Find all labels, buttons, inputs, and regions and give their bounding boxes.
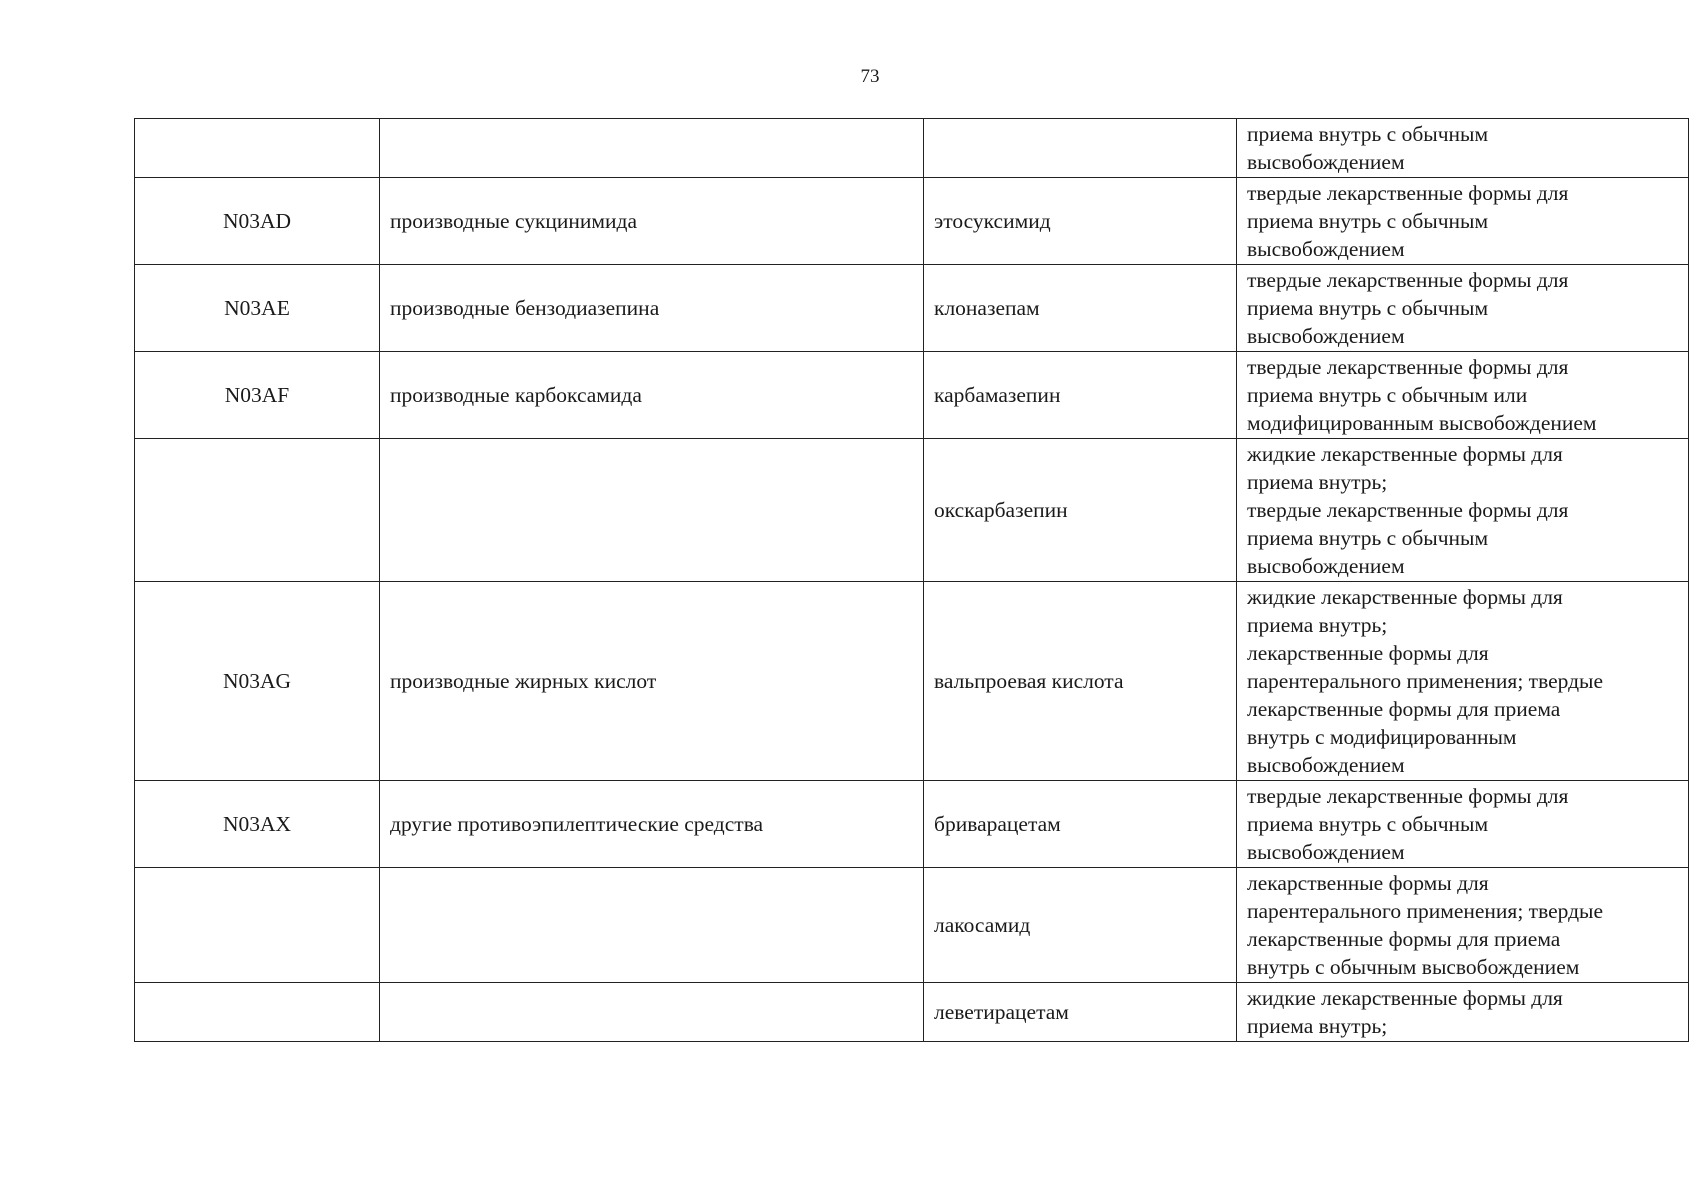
dosage-form-line: приема внутрь; <box>1247 470 1388 494</box>
table-row <box>135 178 1689 265</box>
dosage-form-line: лекарственные формы для <box>1247 641 1489 665</box>
dosage-form-line: высвобождением <box>1247 840 1405 864</box>
dosage-form-cell <box>1237 439 1689 582</box>
dosage-form-line: твердые лекарственные формы для <box>1247 498 1569 522</box>
dosage-form-line: приема внутрь с обычным <box>1247 209 1489 233</box>
atc-code-cell <box>135 983 380 1042</box>
dosage-form-line: твердые лекарственные формы для <box>1247 268 1569 292</box>
atc-code-cell: N03AX <box>135 781 380 868</box>
dosage-form-cell <box>1237 582 1689 781</box>
dosage-form-cell <box>1237 265 1689 352</box>
dosage-form-line: высвобождением <box>1247 324 1405 348</box>
atc-code-cell: N03AG <box>135 582 380 781</box>
table-row <box>135 119 1689 178</box>
atc-code-cell: N03AF <box>135 352 380 439</box>
atc-code-cell: N03AE <box>135 265 380 352</box>
dosage-form-cell <box>1237 352 1689 439</box>
group-cell <box>380 119 924 178</box>
dosage-form-line: приема внутрь; <box>1247 613 1388 637</box>
dosage-form-line: внутрь с обычным высвобождением <box>1247 955 1580 979</box>
atc-code-cell: N03AD <box>135 178 380 265</box>
group-cell: производные жирных кислот <box>380 582 924 781</box>
drug-name-cell: клоназепам <box>924 265 1237 352</box>
atc-code-cell <box>135 119 380 178</box>
dosage-form-line: приема внутрь с обычным <box>1247 526 1489 550</box>
table-row <box>135 868 1689 983</box>
dosage-form-line: твердые лекарственные формы для <box>1247 181 1569 205</box>
table-row <box>135 265 1689 352</box>
dosage-form-cell <box>1237 178 1689 265</box>
dosage-form-cell <box>1237 868 1689 983</box>
group-cell: другие противоэпилептические средства <box>380 781 924 868</box>
dosage-form-line: высвобождением <box>1247 150 1405 174</box>
group-cell <box>380 983 924 1042</box>
dosage-form-cell <box>1237 781 1689 868</box>
group-cell <box>380 868 924 983</box>
dosage-form-line: приема внутрь с обычным <box>1247 122 1489 146</box>
drug-name-cell: окскарбазепин <box>924 439 1237 582</box>
dosage-form-line: жидкие лекарственные формы для <box>1247 442 1563 466</box>
table-row <box>135 352 1689 439</box>
drug-name-cell: лакосамид <box>924 868 1237 983</box>
table-row <box>135 439 1689 582</box>
group-cell: производные сукцинимида <box>380 178 924 265</box>
dosage-form-line: парентерального применения; твердые <box>1247 899 1604 923</box>
group-cell: производные бензодиазепина <box>380 265 924 352</box>
dosage-form-line: твердые лекарственные формы для <box>1247 355 1569 379</box>
dosage-form-line: приема внутрь с обычным <box>1247 812 1489 836</box>
drug-name-cell: карбамазепин <box>924 352 1237 439</box>
dosage-form-line: парентерального применения; твердые <box>1247 669 1604 693</box>
drug-name-cell: бриварацетам <box>924 781 1237 868</box>
table-row <box>135 582 1689 781</box>
dosage-form-line: приема внутрь; <box>1247 1014 1388 1038</box>
drug-name-cell: вальпроевая кислота <box>924 582 1237 781</box>
atc-code-cell <box>135 868 380 983</box>
drug-table <box>134 118 1689 1042</box>
dosage-form-line: жидкие лекарственные формы для <box>1247 585 1563 609</box>
dosage-form-line: высвобождением <box>1247 554 1405 578</box>
dosage-form-line: лекарственные формы для <box>1247 871 1489 895</box>
drug-name-cell <box>924 119 1237 178</box>
drug-name-cell: леветирацетам <box>924 983 1237 1042</box>
dosage-form-cell <box>1237 119 1689 178</box>
group-cell: производные карбоксамида <box>380 352 924 439</box>
dosage-form-line: твердые лекарственные формы для <box>1247 784 1569 808</box>
dosage-form-line: приема внутрь с обычным <box>1247 296 1489 320</box>
dosage-form-line: лекарственные формы для приема <box>1247 927 1561 951</box>
dosage-form-line: высвобождением <box>1247 237 1405 261</box>
drug-name-cell: этосуксимид <box>924 178 1237 265</box>
dosage-form-line: приема внутрь с обычным или <box>1247 383 1528 407</box>
dosage-form-cell <box>1237 983 1689 1042</box>
table-row <box>135 983 1689 1042</box>
page-number: 73 <box>860 66 880 87</box>
dosage-form-line: лекарственные формы для приема <box>1247 697 1561 721</box>
dosage-form-line: модифицированным высвобождением <box>1247 411 1597 435</box>
table-body <box>135 119 1689 1042</box>
atc-code-cell <box>135 439 380 582</box>
dosage-form-line: жидкие лекарственные формы для <box>1247 986 1563 1010</box>
group-cell <box>380 439 924 582</box>
dosage-form-line: высвобождением <box>1247 753 1405 777</box>
table-row <box>135 781 1689 868</box>
dosage-form-line: внутрь с модифицированным <box>1247 725 1517 749</box>
